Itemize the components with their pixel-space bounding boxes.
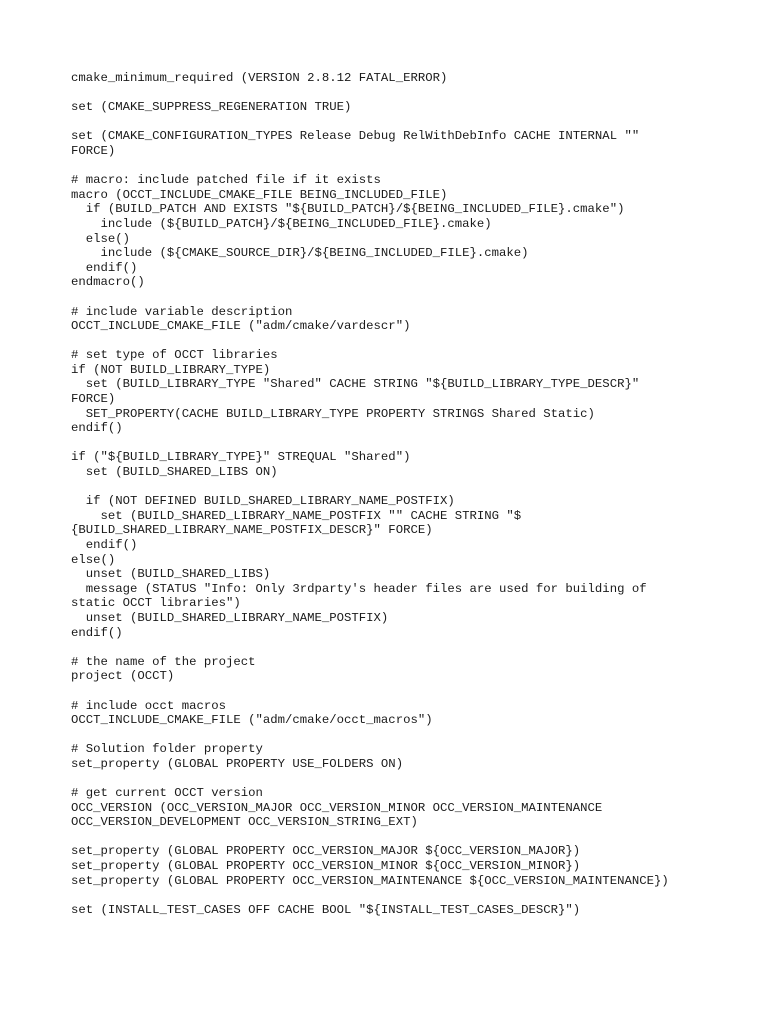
code-line — [71, 830, 721, 845]
code-line: SET_PROPERTY(CACHE BUILD_LIBRARY_TYPE PROPERTY STRINGS Shared Static) — [71, 406, 595, 421]
code-line: if (NOT BUILD_LIBRARY_TYPE) — [71, 362, 271, 377]
code-line: include (${BUILD_PATCH}/${BEING_INCLUDED_FILE}.cmake) — [71, 216, 492, 231]
code-line: # the name of the project — [71, 654, 256, 669]
code-line: FORCE) — [71, 143, 116, 158]
code-line — [71, 772, 721, 787]
code-line: endmacro() — [71, 275, 145, 290]
code-line — [71, 888, 721, 903]
code-line: # set type of OCCT libraries — [71, 348, 278, 363]
code-line: # include variable description — [71, 304, 293, 319]
code-line: OCCT_INCLUDE_CMAKE_FILE ("adm/cmake/vardescr") — [71, 319, 411, 334]
code-line: set (CMAKE_SUPPRESS_REGENERATION TRUE) — [71, 100, 352, 115]
code-line: set (BUILD_LIBRARY_TYPE "Shared" CACHE STRING "${BUILD_LIBRARY_TYPE_DESCR}" — [71, 377, 640, 392]
code-line: # include occt macros — [71, 698, 226, 713]
code-line: macro (OCCT_INCLUDE_CMAKE_FILE BEING_INCLUDED_FILE) — [71, 187, 448, 202]
code-line: project (OCCT) — [71, 669, 175, 684]
code-line — [71, 290, 721, 305]
code-line: OCCT_INCLUDE_CMAKE_FILE ("adm/cmake/occt_macros") — [71, 713, 433, 728]
code-line: if (NOT DEFINED BUILD_SHARED_LIBRARY_NAME_POSTFIX) — [71, 494, 455, 509]
code-line: endif() — [71, 625, 123, 640]
code-line: unset (BUILD_SHARED_LIBS) — [71, 567, 271, 582]
code-line: set (INSTALL_TEST_CASES OFF CACHE BOOL "${INSTALL_TEST_CASES_DESCR}") — [71, 902, 581, 917]
code-line: FORCE) — [71, 392, 116, 407]
code-line: message (STATUS "Info: Only 3rdparty's header files are used for building of — [71, 581, 647, 596]
code-line: # get current OCCT version — [71, 786, 263, 801]
code-line: unset (BUILD_SHARED_LIBRARY_NAME_POSTFIX) — [71, 610, 389, 625]
code-line — [71, 86, 721, 101]
code-line: set (CMAKE_CONFIGURATION_TYPES Release Debug RelWithDebInfo CACHE INTERNAL "" — [71, 129, 640, 144]
code-line: set (BUILD_SHARED_LIBS ON) — [71, 465, 278, 480]
code-line: set_property (GLOBAL PROPERTY OCC_VERSION_MAJOR ${OCC_VERSION_MAJOR}) — [71, 844, 581, 859]
code-line: else() — [71, 552, 116, 567]
code-line: # Solution folder property — [71, 742, 263, 757]
code-line — [71, 115, 721, 130]
code-line — [71, 640, 721, 655]
code-line: include (${CMAKE_SOURCE_DIR}/${BEING_INCLUDED_FILE}.cmake) — [71, 246, 529, 261]
code-line: OCC_VERSION_DEVELOPMENT OCC_VERSION_STRING_EXT) — [71, 815, 418, 830]
code-line: set_property (GLOBAL PROPERTY OCC_VERSION_MINOR ${OCC_VERSION_MINOR}) — [71, 859, 581, 874]
code-line: static OCCT libraries") — [71, 596, 241, 611]
code-line — [71, 684, 721, 699]
code-line — [71, 159, 721, 174]
code-line: else() — [71, 231, 131, 246]
code-line: if (BUILD_PATCH AND EXISTS "${BUILD_PATCH}/${BEING_INCLUDED_FILE}.cmake") — [71, 202, 625, 217]
code-line: # macro: include patched file if it exists — [71, 173, 381, 188]
code-line: endif() — [71, 260, 138, 275]
code-line: set (BUILD_SHARED_LIBRARY_NAME_POSTFIX "" CACHE STRING "$ — [71, 508, 522, 523]
code-line — [71, 728, 721, 743]
code-line — [71, 480, 721, 495]
code-line — [71, 334, 721, 349]
code-line: set_property (GLOBAL PROPERTY OCC_VERSION_MAINTENANCE ${OCC_VERSION_MAINTENANCE}) — [71, 873, 669, 888]
code-line: cmake_minimum_required (VERSION 2.8.12 FATAL_ERROR) — [71, 71, 448, 85]
code-line: endif() — [71, 538, 138, 552]
code-line: if ("${BUILD_LIBRARY_TYPE}" STREQUAL "Shared") — [71, 450, 411, 465]
code-listing — [71, 71, 721, 917]
code-line — [71, 436, 721, 451]
code-line: set_property (GLOBAL PROPERTY USE_FOLDERS ON) — [71, 756, 404, 771]
code-line: endif() — [71, 421, 123, 436]
code-line: {BUILD_SHARED_LIBRARY_NAME_POSTFIX_DESCR}" FORCE) — [71, 523, 433, 538]
code-line: OCC_VERSION (OCC_VERSION_MAJOR OCC_VERSION_MINOR OCC_VERSION_MAINTENANCE — [71, 800, 603, 815]
